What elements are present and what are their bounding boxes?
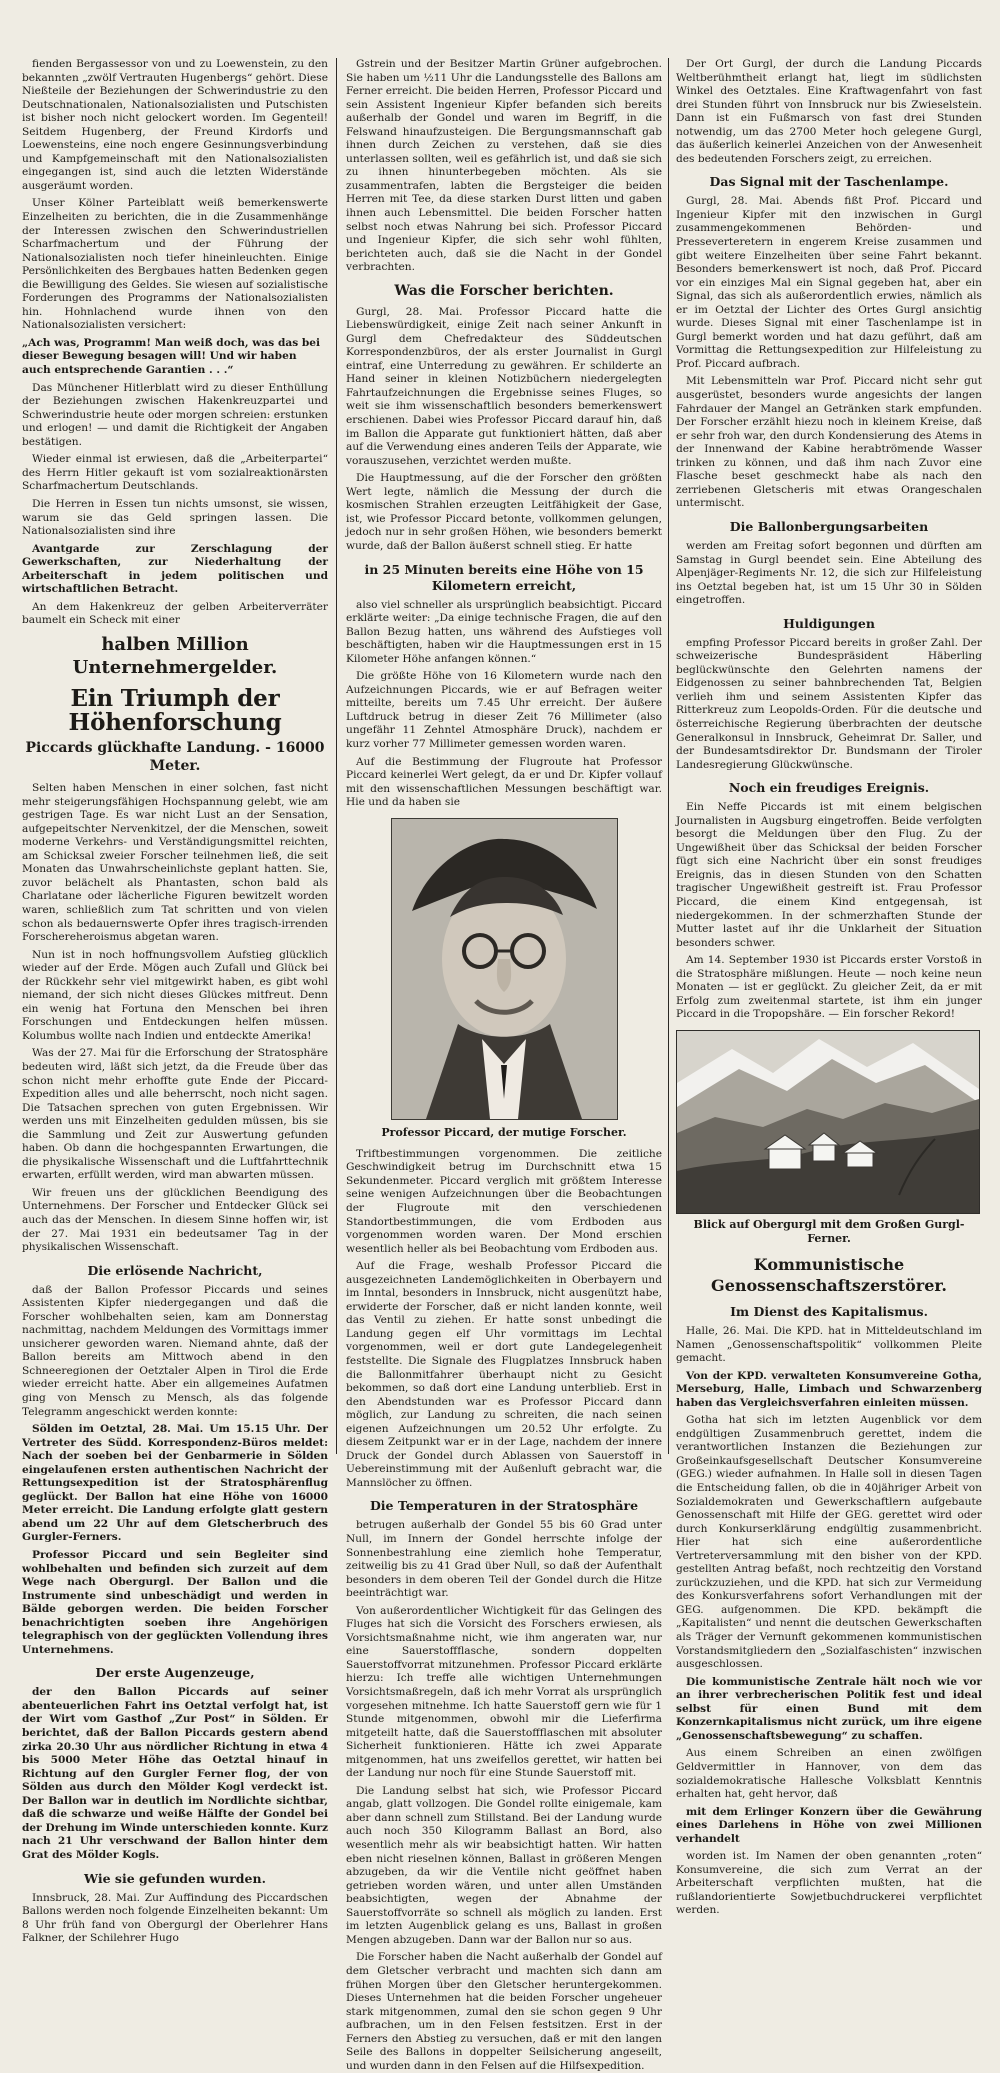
mountain-village-illustration xyxy=(677,1031,979,1213)
col1-quote: „Ach was, Programm! Man weiß doch, was das bei dieser Bewegung besagen will! Und wir haben auch entsprechende Garantien . . .“ xyxy=(22,336,321,377)
col3-story-10: Gotha hat sich im letzten Augenblick vor dem endgültigen Zusammenbruch gerettet, indem die verantwortlichen Instanzen die Beziehungen zur Großeinkaufsgesellschaft Deutscher Konsumvereine (GEG.) wieder aufnahmen. In Halle soll in diesen Tagen die Entscheidung fallen, ob die in 40jähriger Arbeit von Sozialdemokraten und Gewerkschaftlern aufgebaute Genossenschaft mit Hilfe der GEG. gerettet wird oder durch Konkurserklärung endgültig zusammenbricht. Hier hat sich eine außerordentliche Vertreterversammlung mit den bisher von der KPD. gestellten Antrag befaßt, noch rechtzeitig den Vorstand zurückzuziehen, und die KPD. hat sich zur Vermeidung des Konkursverfahrens sofort Verhandlungen mit der GEG. aufgenommen. Die KPD. bekämpft die „Kapitalisten“ und nennt die deutschen Gewerkschaften als Träger der Vernunft gekommenen kommunistischen Vorstandsmitgliedern den „Sozialfaschisten“ inzwischen ausgeschlossen. xyxy=(676,1414,982,1671)
portrait-photo xyxy=(391,818,618,1120)
col1-telegram-2: Professor Piccard und sein Begleiter sind wohlbehalten und befinden sich zurzeit auf dem Wege nach Obergurgl. Der Ballon und die Instrumente sind unbeschädigt und werden in Bälde geborgen werden. Die beiden Forscher benachrichtigten soeben ihre Angehörigen telegraphisch von der geglückten Vollendung ihres Unternehmens. xyxy=(22,1549,328,1656)
col1-story-1: Selten haben Menschen in einer solchen, fast nicht mehr steigerungsfähigen Hochspannung gelebt, wie am gestrigen Tage. Es war nicht Lust an der Sensation, aufgepeitschter Nervenkitzel, der die Menschen, soweit moderne Verkehrs- und Verständigungsmittel reichten, am Schicksal zweier Forscher teilnehmen ließ, die seit Monaten das Unwahrscheinlichste geplant hatten. Sie, zuvor belächelt als Phantasten, schon bald als Charlatane oder lächerliche Figuren bewitzelt worden waren, schließlich zum Tat schritten und von vielen schon als bedauernswerte Opfer ihres tragisch-irrenden Forschereheroismus abgetan waren. xyxy=(22,782,328,944)
col2-story-4: also viel schneller als ursprünglich beabsichtigt. Piccard erklärte weiter: „Da einige technische Fragen, die auf den Ballon Bezug hatten, uns während des Aufstieges voll beschäftigten, haben wir die Hauptmessungen erst in 15 Kilometer Höhe anfangen können.“ xyxy=(346,598,662,665)
col2-story-10: Von außerordentlicher Wichtigkeit für das Gelingen des Fluges hat sich die Vorsicht des Forschers erwiesen, als Vorsichtsmaßnahme nicht, wie ihm angeraten war, nur eine Sauerstoffflasche, sondern doppelten Sauerstoffvorrat mitzunehmen. Professor Piccard erklärte hierzu: Ich treffe alle wichtigen Unternehmungen Vorsichtsmaßregeln, daß ich mehr Vorrat als ursprünglich vorgesehen mitnehme. Ich hatte Sauerstoff gern wie für 1 Stunde mitgenommen, obwohl mir die Lieferfirma mitgeteilt hatte, daß die Sauerstoffflaschen mit absoluter Sicherheit funktionieren. Hätte ich zwei Apparate mitgenommen, hat uns zweifellos gerettet, wir hatten bei der Landung nur noch für eine Stunde Sauerstoff mit. xyxy=(346,1604,662,1780)
col3-story-1: Der Ort Gurgl, der durch die Landung Piccards Weltberühmtheit erlangt hat, liegt im südlichsten Winkel des Oetztales. Eine Kraftwagenfahrt von fast drei Stunden führt von Innsbruck nur bis Zwieselstein. Dann ist ein Fußmarsch von fast drei Stunden notwendig, um das 2700 Meter hoch gelegene Gurgl, das äußerlich keinerlei Anzeichen von der Anwesenheit des bedeutenden Forschers zeigt, zu erreichen. xyxy=(676,58,982,165)
landscape-photo xyxy=(676,1030,980,1214)
main-subheadline: Piccards glückhafte Landung. - 16000 Meter. xyxy=(25,740,325,775)
col1-story-7: Innsbruck, 28. Mai. Zur Auffindung des Piccardschen Ballons werden noch folgende Einzelheiten bekannt: Um 8 Uhr früh fand von Obergurgl der Oberlehrer Hans Falkner, der Schilehrer Hugo xyxy=(22,1891,328,1945)
col2-story-9: betrugen außerhalb der Gondel 55 bis 60 Grad unter Null, im Innern der Gondel herrschte infolge der Sonnenbestrahlung eine ziemlich hohe Temperatur, zeitweilig bis zu 41 Grad über Null, so daß der Aufenthalt besonders in dem oberen Teil der Gondel durch die Hitze beeinträchtigt war. xyxy=(346,1519,662,1600)
col3-story-2: Gurgl, 28. Mai. Abends fißt Prof. Piccard und Ingenieur Kipfer mit den inzwischen in Gurgl zusammengekommenen Behörden- und Presseverteretern in engerem Kreise zusammen und gibt weitere Einzelheiten über seine Fahrt bekannt. Besonders bemerkenswert ist noch, daß Prof. Piccard vor ein einziges Mal ein Signal gegeben hat, aber ein Signal, das sich als außerordentlich erwies, nämlich als er im Oetztal der Lichter des Ortes Gurgl ansichtig wurde. Dieses Signal mit einer Taschenlampe ist in Gurgl bemerkt worden und hat dazu geführt, daß am Vormittag die Rettungsexpedition zur Hilfeleistung zu Prof. Piccard aufbrach. xyxy=(676,195,982,370)
col1-paragraph-2: Unser Kölner Parteiblatt weiß bemerkenswerte Einzelheiten zu berichten, die in die Zusammenhänge der Interessen zwischen den Schwerindustriellen Scharfmachertum und der Führung der Nationalsozialisten noch tiefer hineinleuchten. Einige Persönlichkeiten des Bergbaues hatten Bedenken gegen die Bewilligung des Geldes. Sie wiesen auf sozialistische Forderungen des Programms der Nationalsozialisten hin. Hohnlachend wurde ihnen von den Nationalsozialisten versichert: xyxy=(22,197,328,332)
col1-story-3: Was der 27. Mai für die Erforschung der Stratosphäre bedeuten wird, läßt sich jetzt, da die Freude über das schon nicht mehr erhoffte gute Ende der Piccard-Expedition alles und alle beherrscht, noch nicht sagen. Die Tatsachen sprechen von guten Ergebnissen. Wir werden uns mit Einzelheiten gedulden müssen, bis sie die Sammlung und Zeit zur Auswertung gefunden haben. Ob dann die hochgespannten Erwartungen, die die physikalische Wissenschaft und die Luftfahrttechnik erwarten, erfüllt werden, wird man abwarten müssen. xyxy=(22,1047,328,1182)
column-divider-2 xyxy=(668,58,669,1454)
col2-story-11: Die Landung selbst hat sich, wie Professor Piccard angab, glatt vollzogen. Die Gondel rollte einigemale, kam aber dann schnell zum Stillstand. Bei der Landung wurde auch noch 350 Kilogramm Ballast an Bord, also wesentlich mehr als wir beabsichtigt hatten. Wir hatten eben nicht rieselnen können, Ballast in größeren Mengen abzugeben, da wir die Ventile nicht geöffnet haben getrieben worden wären, und unter allen Umständen beabsichtigten, wegen der Abnahme der Sauerstoffvorräte so schnell als möglich zu landen. Erst im letzten Augenblick gelang es uns, Ballast in großen Mengen abzugeben. Dann war der Ballon nur so aus. xyxy=(346,1784,662,1946)
col3-story-8: Halle, 26. Mai. Die KPD. hat in Mitteldeutschland im Namen „Genossenschaftspolitik“ vollkommen Pleite gemacht. xyxy=(676,1325,982,1365)
col1-paragraph-4: Wieder einmal ist erwiesen, daß die „Arbeiterpartei“ des Herrn Hitler gekauft ist vom sozialreaktionärsten Scharfmachertum Deutschlands. xyxy=(22,453,328,493)
column-1 xyxy=(22,58,328,1945)
col1-subheadline-2: Der erste Augenzeuge, xyxy=(95,1665,255,1681)
col1-story-2: Nun ist in noch hoffnungsvollem Aufstieg glücklich wieder auf der Erde. Mögen auch Zufall und Glück bei der Rückkehr sehr viel mitgewirkt haben, es gibt wohl niemand, der sich nicht dieses Glückes mitfreut. Denn ein wenig hat Fortuna den Menschen bei ihren Forschungen und Entdeckungen helfen müssen. Kolumbus wollte nach Indien und entdeckte Amerika! xyxy=(22,948,328,1042)
column-3 xyxy=(676,58,982,1917)
col3-headline-4: Noch ein freudiges Ereignis. xyxy=(728,780,930,796)
col2-story-6: Auf die Bestimmung der Flugroute hat Professor Piccard keinerlei Wert gelegt, da er und Dr. Kipfer vollauf mit den wissenschaftlichen Messungen beschäftigt war. Hie und da haben sie xyxy=(346,755,662,809)
col1-paragraph-6: Avantgarde zur Zerschlagung der Gewerkschaften, zur Niederhaltung der Arbeiterschaft in jedem politischen und wirtschaftlichen Betracht. xyxy=(22,542,328,596)
col2-story-3: Die Hauptmessung, auf die der Forscher den größten Wert legte, nämlich die Messung der durch die kosmischen Strahlen erzeugten Leitfähigkeit der Gase, ist, wie Professor Piccard betonte, vollkommen gelungen, jedoch nur in sehr großen Höhen, wie besonders bemerkt wurde, daß der Ballon äußerst schnell stieg. Er hatte xyxy=(346,472,662,552)
portrait-caption: Professor Piccard, der mutige Forscher. xyxy=(381,1125,627,1139)
col3-story-9: Von der KPD. verwalteten Konsumvereine Gotha, Merseburg, Halle, Limbach und Schwarzenberg haben das Vergleichsverfahren einleiten müssen. xyxy=(676,1369,982,1409)
col3-headline-5: Kommunistische Genossenschaftszerstörer. xyxy=(711,1255,947,1295)
landscape-caption: Blick auf Obergurgl mit dem Großen Gurgl-Ferner. xyxy=(693,1217,965,1245)
col3-story-5: empfing Professor Piccard bereits in großer Zahl. Der schweizerische Bundespräsident Häberling beglückwünschte den Gelehrten namens der Eidgenossen zu seiner bahnbrechenden Tat, Belgien verlieh ihm und seinem Assistenten Kipfer das Ritterkreuz zum Leopolds-Orden. Für die deutsche und österreichische Regierung überbrachten der deutsche Generalkonsul in Innsbruck, Geheimrat Dr. Saller, und der Bundesamtsdirektor Dr. Bundsmann der Tiroler Landesregierung Glückwünsche. xyxy=(676,636,982,771)
column-divider-1 xyxy=(336,58,337,1454)
column-2 xyxy=(346,58,662,2072)
col1-story-4: Wir freuen uns der glücklichen Beendigung des Unternehmens. Der Forscher und Entdecker Glück sei auch das der Menschen. In diesem Sinne hoffen wir, ist der 27. Mai 1931 ein bedeutsamer Tag in der physikalischen Wissenschaft. xyxy=(22,1186,328,1254)
col2-highlight: in 25 Minuten bereits eine Höhe von 15 Kilometern erreicht, xyxy=(364,561,644,593)
col3-story-13: mit dem Erlinger Konzern über die Gewährung eines Darlehens in Höhe von zwei Millionen verhandelt xyxy=(676,1805,982,1845)
col2-story-5: Die größte Höhe von 16 Kilometern wurde nach den Aufzeichnungen Piccards, wie er auf Befragen weiter mitteilte, bereits um 7.45 Uhr erreicht. Der äußere Luftdruck betrug in dieser Zeit 76 Millimeter (also ungefähr 11 Zehntel Atmosphäre Druck), nachdem er kurz vorher 77 Millimeter gemessen worden waren. xyxy=(346,670,662,750)
col3-story-7: Am 14. September 1930 ist Piccards erster Vorstoß in die Stratosphäre mißlungen. Heute — noch keine neun Monaten — ist er geglückt. Zu gleicher Zeit, da er mit Erfolg zum zweitenmal startete, ist ihm ein junger Piccard in die Tropopshäre. — Ein forscher Rekord! xyxy=(676,954,982,1021)
col1-paragraph-5: Die Herren in Essen tun nichts umsonst, sie wissen, warum sie das Geld springen lassen. Die Nationalsozialisten sind ihre xyxy=(22,497,328,538)
col1-story-6: der den Ballon Piccards auf seiner abenteuerlichen Fahrt ins Oetztal verfolgt hat, ist der Wirt vom Gasthof „Zur Post“ in Sölden. Er berichtet, daß der Ballon Piccards gestern abend zirka 20.30 Uhr aus nördlicher Richtung in etwa 4 bis 5000 Meter Höhe das Oetztal hinauf in Richtung auf den Gurgler Ferner flog, der von Sölden aus durch den Mölder Kogl verdeckt ist. Der Ballon war in deutlich im Nordlichte sichtbar, daß die schwarze und weiße Hälfte der Gondel bei der Drehung im Winde unterschieden konnte. Kurz nach 21 Uhr verschwand der Ballon hinter dem Grat des Mölder Kogls. xyxy=(22,1686,328,1861)
portrait-illustration xyxy=(392,819,617,1119)
col3-story-4: werden am Freitag sofort begonnen und dürften am Samstag in Gurgl beendet sein. Eine Abteilung des Alpenjäger-Regiments Nr. 12, die sich zur Hilfeleistung ins Oetztal begeben hat, ist um 15 Uhr 30 in Sölden eingetroffen. xyxy=(676,539,982,607)
col1-paragraph-3: Das Münchener Hitlerblatt wird zu dieser Enthüllung der Beziehungen zwischen Hakenkreuzpartei und Schwerindustrie heute oder morgen schreien: erstunken und erlogen! — und damit die Richtigkeit der Angaben bestätigen. xyxy=(22,381,328,448)
col2-headline-2: Die Temperaturen in der Stratosphäre xyxy=(369,1498,639,1514)
col3-headline-1: Das Signal mit der Taschenlampe. xyxy=(709,174,949,190)
col2-story-2: Gurgl, 28. Mai. Professor Piccard hatte die Liebenswürdigkeit, einige Zeit nach seiner Ankunft in Gurgl dem Chefredakteur des Süddeutschen Korrespondenzbüros, der als erster Journalist in Gurgl eintraf, eine Unterredung zu gewähren. Er schilderte an Hand seiner in kleinen Notizbüchern niedergelegten Fahrtaufzeichnungen die Ergebnisse seines Fluges, so weit sie ihm wissenschaftlich besonders bemerkenswert erschienen. Dabei wies Professor Piccard darauf hin, daß im Ballon die Apparate gut funktioniert hätten, daß aber auf die Verwendung eines anderen Teils der Apparate, wie vorauszusehen, verzichtet werden mußte. xyxy=(346,305,662,467)
half-million-banner: halben Million Unternehmergelder. xyxy=(72,633,278,678)
col1-story-5: daß der Ballon Professor Piccards und seines Assistenten Kipfer niedergegangen und daß die Forscher wohlbehalten seien, kam am Donnerstag nachmittag, nachdem Meldungen des Vormittags immer unsicherer geworden waren. Niemand ahnte, daß der Ballon bereits am Mittwoch abend in den Schneeregionen der Oetztaler Alpen in Tirol die Erde wieder erreicht hatte. Aber ein allgemeines Aufatmen ging von Mensch zu Mensch, als das folgende Telegramm angeschickt werden konnte: xyxy=(22,1283,328,1418)
col3-story-14: worden ist. Im Namen der oben genannten „roten“ Konsumvereine, die sich zum Verrat an der Arbeiterschaft verpflichten mußten, hat die rußlandorientierte Sowjetbuchdruckerei verpflichtet werden. xyxy=(676,1850,982,1917)
col1-subheadline-3: Wie sie gefunden wurden. xyxy=(84,1870,266,1886)
col2-headline-1: Was die Forscher berichten. xyxy=(394,282,614,299)
col3-story-12: Aus einem Schreiben an einen zwölfigen Geldvermittler in Hannover, von dem das sozialdemokratische Hallesche Volksblatt Kenntnis erhalten hat, geht hervor, daß xyxy=(676,1747,982,1801)
col1-top-paragraph: fienden Bergassessor von und zu Loewenstein, zu den bekannten „zwölf Vertrauten Hugenbergs“ gehört. Diese Nießteile der Beziehungen der Schwerindustrie zu den Deutschnationalen, Nationalsozialisten und Putschisten ist bisher noch nicht gelockert worden. Im Gegenteil! Seitdem Hugenberg, der Freund Kirdorfs und Loewensteins, eine noch engere Gesinnungsverbindung und Kampfgemeinschaft mit den Nationalsozialisten eingegangen ist, sind auch die letzten Widerstände ausgeräumt worden. xyxy=(22,58,328,192)
col1-telegram: Sölden im Oetztal, 28. Mai. Um 15.15 Uhr. Der Vertreter des Südd. Korrespondenz-Büros meldet: Nach der soeben bei der Genbarmerie in Sölden eingelaufenen ersten authentischen Nachricht der Rettungsexpedition ist der Stratosphärenflug geglückt. Der Ballon hat eine Höhe von 16000 Meter erreicht. Die Landung erfolgte glatt gestern abend um 22 Uhr auf dem Gletscherbruch des Gurgler-Ferners. xyxy=(22,1423,328,1544)
col2-story-12: Die Forscher haben die Nacht außerhalb der Gondel auf dem Gletscher verbracht und machten sich dann am frühen Morgen über den Gletscher heruntergekommen. Dieses Unternehmen hat die beiden Forscher ungeheuer stark mitgenommen, zumal den sie schon gegen 9 Uhr aufbrachen, um in den Felsen festsitzen. Erst in der Ferners den Abstieg zu versuchen, daß er mit den langen Seile des Ballons in doppelter Seilsicherung angeseilt, und wurden dann in den Felsen auf die Hilfsexpedition. xyxy=(346,1951,662,2072)
col2-story-7: Triftbestimmungen vorgenommen. Die zeitliche Geschwindigkeit betrug im Durchschnitt etwa 15 Sekundenmeter. Piccard verglich mit größtem Interesse seine wenigen Aufzeichnungen über die Beobachtungen der Flugroute mit den verschiedenen Standortbestimmungen, die vom Erdboden aus vorgenommen worden waren. Der Mond erschien wesentlich heller als bei Beobachtung vom Erdboden aus. xyxy=(346,1147,662,1255)
col3-story-6: Ein Neffe Piccards ist mit einem belgischen Journalisten in Augsburg eingetroffen. Beide verfolgten besorgt die Meldungen über den Flug. Zu der Ungewißheit über das Schicksal der beiden Forscher fügt sich eine Nachricht über ein sonst freudiges Ereignis, das in diesen Stunden von den Schatten tragischer Ungewißheit gestreift ist. Frau Professor Piccard, die einem Kind entgegensah, ist niedergekommen. In der schmerzhaften Stunde der Mutter lastet auf ihr die Unklarheit der Situation besonders schwer. xyxy=(676,801,982,949)
col3-headline-2: Die Ballonbergungsarbeiten xyxy=(729,518,929,534)
col1-paragraph-7: An dem Hakenkreuz der gelben Arbeiterverräter baumelt ein Scheck mit einer xyxy=(22,600,328,627)
main-headline: Ein Triumph der Höhenforschung xyxy=(68,684,282,737)
col3-headline-3: Huldigungen xyxy=(783,615,875,631)
col2-story-8: Auf die Frage, weshalb Professor Piccard die ausgezeichneten Landemöglichkeiten in Oberbayern und im Inntal, besonders in Innsbruck, nicht ausgenützt habe, erwiderte der Forscher, daß er nicht landen konnte, weil das Ventil zu ziehen. Er hatte sonst unbedingt die Landung gegen elf Uhr vormittags im Lechtal vorgenommen, weil er dort gute Landegelegenheit feststellte. Die Signale des Flugplatzes Innsbruck haben die Ballonmitfahrer überhaupt nicht zu Gesicht bekommen, so daß dort eine Landung unterblieb. Erst in den Abendstunden war es Professor Piccard dann möglich, zur Landung zu schreiten, die nach seinen eigenen Aufzeichnungen um 20.52 Uhr erfolgte. Zu diesem Zeitpunkt war er in der Lage, nachdem der innere Druck der Gondel durch Ablassen von Sauerstoff in Uebereinstimmung mit der Außenluft gebracht war, die Mannslöcher zu öffnen. xyxy=(346,1260,662,1489)
col3-story-3: Mit Lebensmitteln war Prof. Piccard nicht sehr gut ausgerüstet, besonders wurde angesichts der langen Fahrdauer der Mangel an Getränken stark empfunden. Der Forscher erzählt hiezu noch in kleinem Kreise, daß er sehr froh war, den durch Kondensierung des Atems in der Innenwand der Kabine herabtrömende Wasser trinken zu können, und daß ihm nach Zuvor eine Flasche beset geschmeckt habe als nach den zerriebenen Gletscheris mit etwas Orangeschalen untermischt. xyxy=(676,375,982,510)
col3-subheadline-5: Im Dienst des Kapitalismus. xyxy=(730,1304,928,1319)
col2-story-1: Gstrein und der Besitzer Martin Grüner aufgebrochen. Sie haben um ½11 Uhr die Landungsstelle des Ballons am Ferner erreicht. Die beiden Herren, Professor Piccard und sein Assistent Ingenieur Kipfer befanden sich bereits außerhalb der Gondel und waren im Begriff, in die Felswand hinaufzusteigen. Die Bergungsmannschaft gab ihnen durch Zeichen zu verstehen, daß sie dies unterlassen sollten, weil es gefährlich ist, und daß sie sich zu ihnen hinunterbegeben möchten. Als sie zusammentrafen, labten die Bergsteiger die beiden Herren mit Tee, da diese starken Durst litten und gaben ihnen auch Lebensmittel. Die beiden Forscher hatten selbst noch etwas Nahrung bei sich. Professor Piccard und Ingenieur Kipfer, die sich sehr wohl fühlten, berichteten auch, daß sie die Nacht in der Gondel verbrachten. xyxy=(346,58,662,274)
col1-subheadline-1: Die erlösende Nachricht, xyxy=(87,1262,263,1278)
col3-story-11: Die kommunistische Zentrale hält noch wie vor an ihrer verbrecherischen Politik fest und ideal selbst für einen Bund mit dem Konzernkapitalismus nicht zurück, um ihre eigene „Genossenschaftsbewegung“ zu schaffen. xyxy=(676,1675,982,1742)
